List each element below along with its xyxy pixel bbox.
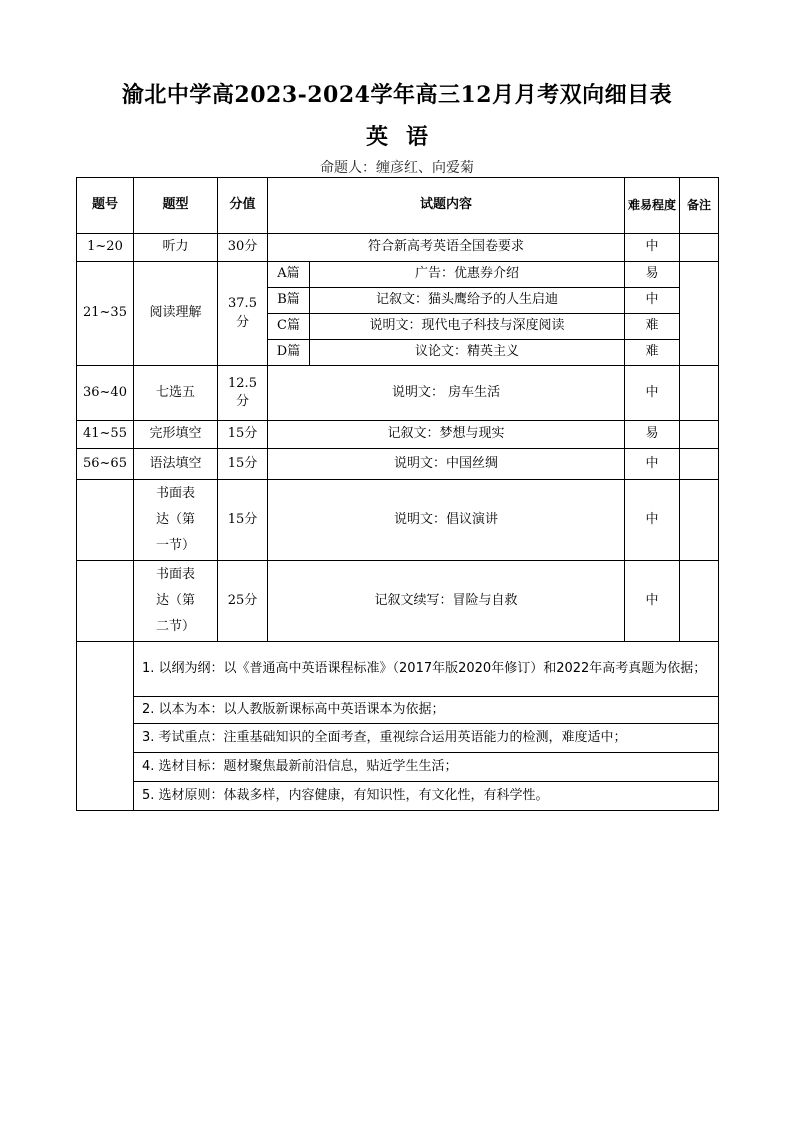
row-difficulty: 易 <box>625 421 680 449</box>
row-number: 41~55 <box>77 421 134 449</box>
row-difficulty: 中 <box>625 449 680 480</box>
col-header-remarks: 备注 <box>680 178 719 234</box>
row-difficulty: 中 <box>625 561 680 642</box>
part-difficulty: 易 <box>625 262 680 288</box>
row-number <box>77 561 134 642</box>
part-content: 议论文：精英主义 <box>310 340 625 366</box>
row-remarks <box>680 480 719 561</box>
row-remarks <box>680 366 719 421</box>
table-row <box>77 561 719 642</box>
part-difficulty: 难 <box>625 314 680 340</box>
note-item: 2. 以本为本：以人教版新课标高中英语课本为依据； <box>134 697 719 724</box>
row-score: 12.5分 <box>218 366 268 421</box>
part-label: D篇 <box>268 340 310 366</box>
table-row <box>77 262 719 288</box>
row-score: 37.5分 <box>218 262 268 366</box>
table-row <box>77 697 719 724</box>
row-type: 书面表达（第一节） <box>134 480 218 561</box>
part-label: A篇 <box>268 262 310 288</box>
subject-heading: 英语 <box>365 124 446 150</box>
row-number: 21~35 <box>77 262 134 366</box>
table-row <box>77 449 719 480</box>
row-difficulty: 中 <box>625 366 680 421</box>
part-label: B篇 <box>268 288 310 314</box>
part-difficulty: 难 <box>625 340 680 366</box>
part-content: 记叙文：猫头鹰给予的人生启迪 <box>310 288 625 314</box>
note-item: 1. 以纲为纲：以《普通高中英语课程标准》（2017年版2020年修订）和2022年高考真题为依据； <box>134 642 719 697</box>
row-type: 七选五 <box>134 366 218 421</box>
row-content: 说明文：中国丝绸 <box>268 449 625 480</box>
table-row <box>77 421 719 449</box>
row-number: 1~20 <box>77 234 134 262</box>
page-title: 渝北中学高2023-2024学年高三12月月考双向细目表 <box>121 82 673 108</box>
row-remarks <box>680 449 719 480</box>
row-difficulty: 中 <box>625 480 680 561</box>
row-type: 听力 <box>134 234 218 262</box>
table-row <box>77 753 719 782</box>
col-header-content: 试题内容 <box>268 178 625 234</box>
part-label: C篇 <box>268 314 310 340</box>
row-score: 15分 <box>218 480 268 561</box>
row-score: 15分 <box>218 449 268 480</box>
col-header-score: 分值 <box>218 178 268 234</box>
col-header-difficulty: 难易程度 <box>625 178 680 234</box>
row-remarks <box>680 561 719 642</box>
part-content: 说明文：现代电子科技与深度阅读 <box>310 314 625 340</box>
row-number: 56~65 <box>77 449 134 480</box>
row-content: 记叙文续写：冒险与自救 <box>268 561 625 642</box>
note-item: 3. 考试重点：注重基础知识的全面考查，重视综合运用英语能力的检测，难度适中； <box>134 724 719 753</box>
table-row <box>77 366 719 421</box>
row-remarks <box>680 421 719 449</box>
table-row <box>77 782 719 811</box>
part-difficulty: 中 <box>625 288 680 314</box>
row-type: 阅读理解 <box>134 262 218 366</box>
row-score: 25分 <box>218 561 268 642</box>
header-row <box>77 178 719 234</box>
row-type: 完形填空 <box>134 421 218 449</box>
notes-label-cell <box>77 642 134 811</box>
spec-table <box>76 177 719 811</box>
row-difficulty: 中 <box>625 234 680 262</box>
row-number: 36~40 <box>77 366 134 421</box>
row-type: 书面表达（第二节） <box>134 561 218 642</box>
row-number <box>77 480 134 561</box>
row-remarks <box>680 262 719 366</box>
row-content: 记叙文：梦想与现实 <box>268 421 625 449</box>
row-content: 说明文：倡议演讲 <box>268 480 625 561</box>
col-header-number: 题号 <box>77 178 134 234</box>
row-score: 30分 <box>218 234 268 262</box>
row-remarks <box>680 234 719 262</box>
authors-line: 命题人：缠彦红、向爱菊 <box>320 160 474 176</box>
row-content: 符合新高考英语全国卷要求 <box>268 234 625 262</box>
row-content: 说明文： 房车生活 <box>268 366 625 421</box>
table-row <box>77 480 719 561</box>
row-score: 15分 <box>218 421 268 449</box>
table-row <box>77 642 719 697</box>
col-header-type: 题型 <box>134 178 218 234</box>
note-item: 5. 选材原则：体裁多样，内容健康，有知识性，有文化性，有科学性。 <box>134 782 719 811</box>
table-row <box>77 234 719 262</box>
part-content: 广告：优惠券介绍 <box>310 262 625 288</box>
row-type: 语法填空 <box>134 449 218 480</box>
table-row <box>77 724 719 753</box>
note-item: 4. 选材目标：题材聚焦最新前沿信息，贴近学生生活； <box>134 753 719 782</box>
